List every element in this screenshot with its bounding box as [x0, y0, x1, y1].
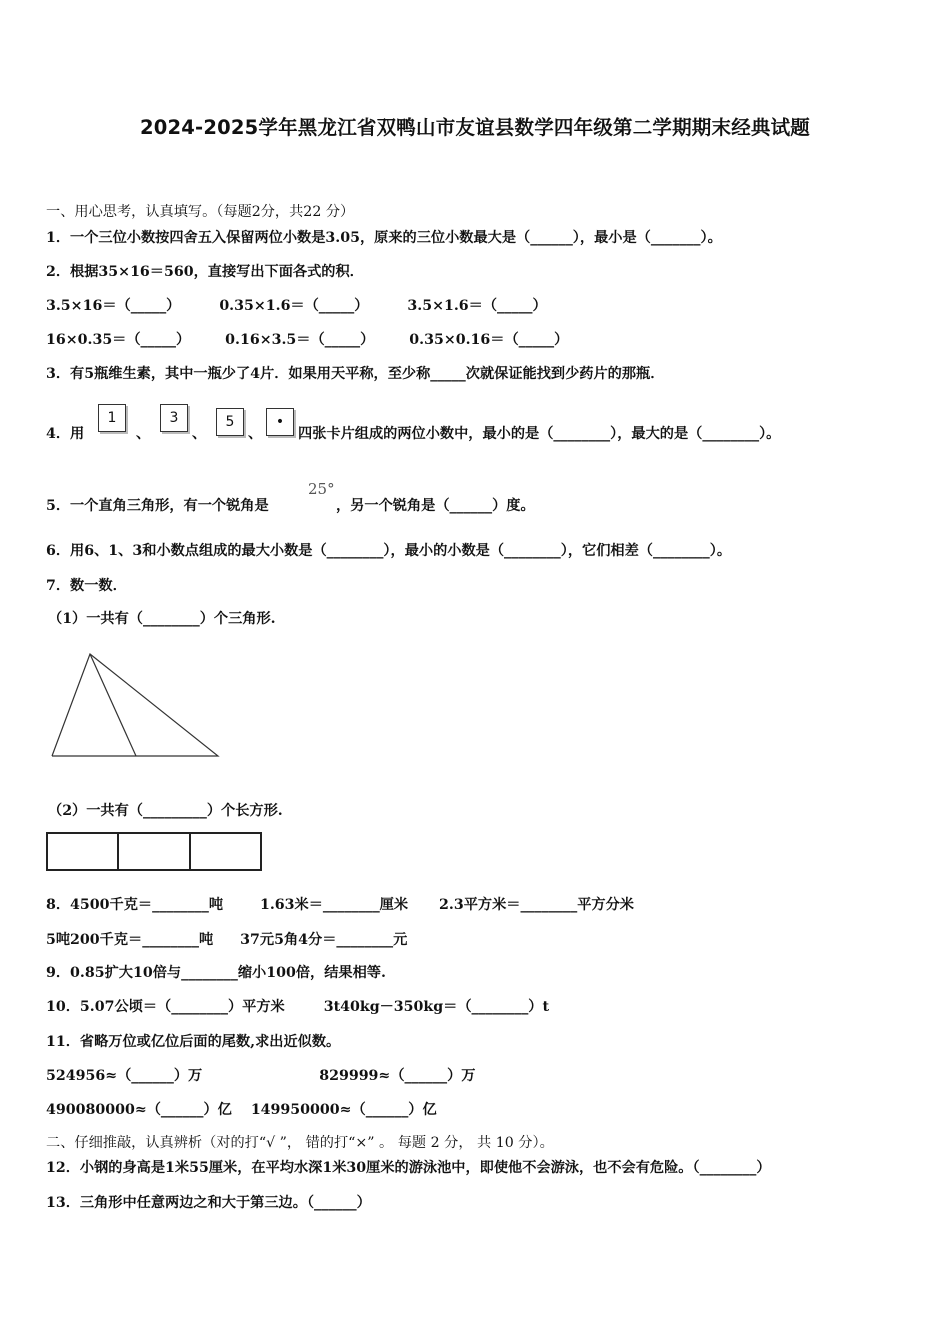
q8-item: 1.63米＝________厘米 — [260, 897, 409, 913]
q8-item: 5吨200千克＝________吨 — [46, 932, 214, 948]
question-6: 6．用6、1、3和小数点组成的最大小数是（________），最小的小数是（________），它们相差（________）。 — [46, 543, 732, 559]
q2-item: 16×0.35＝（_____） — [46, 332, 191, 348]
question-13: 13．三角形中任意两边之和大于第三边。（______） — [46, 1195, 371, 1211]
q2-item: 3.5×16＝（_____） — [46, 298, 181, 314]
section1-heading: 一、用心思考，认真填写。（每题2分，共22 分） — [46, 204, 355, 220]
card-separator: 、 — [248, 426, 263, 442]
rectangle-cell — [191, 834, 260, 869]
q11-item: 149950000≈（______）亿 — [250, 1102, 437, 1118]
question-2: 2．根据35×16＝560，直接写出下面各式的积． — [46, 264, 364, 280]
q10-item: 3t40kg－350kg＝（________）t — [323, 999, 550, 1015]
question-3: 3．有5瓶维生素，其中一瓶少了4片．如果用天平称，至少称_____次就保证能找到少药片的那瓶． — [46, 366, 665, 382]
question-11: 11．省略万位或亿位后面的尾数,求出近似数。 — [46, 1034, 341, 1050]
triangle-outline — [52, 654, 218, 756]
question-5-suffix: ，另一个锐角是（______）度。 — [336, 498, 535, 514]
question-2-row-1 — [46, 296, 547, 316]
card-separator: 、 — [192, 426, 207, 442]
question-4-suffix: 四张卡片组成的两位小数中，最小的是（________），最大的是（________）。 — [298, 426, 781, 442]
q11-item: 490080000≈（______）亿 — [46, 1102, 232, 1118]
question-10 — [46, 997, 549, 1017]
q8-item: 8．4500千克＝________吨 — [46, 897, 224, 913]
question-9: 9．0.85扩大10倍与________缩小100倍，结果相等. — [46, 965, 386, 981]
question-11-row-1 — [46, 1066, 475, 1086]
q11-item: 829999≈（______）万 — [319, 1068, 476, 1084]
q11-item: 524956≈（______）万 — [46, 1068, 203, 1084]
rectangle-cell — [119, 834, 190, 869]
q2-item: 0.35×0.16＝（_____） — [409, 332, 569, 348]
q2-item: 3.5×1.6＝（_____） — [407, 298, 547, 314]
q8-item: 37元5角4分＝________元 — [240, 932, 408, 948]
decimal-point-card: • — [266, 408, 294, 436]
question-2-row-2 — [46, 330, 568, 350]
question-5-prefix: 5．一个直角三角形，有一个锐角是 — [46, 498, 269, 514]
question-7-part-2: （2）一共有（_________）个长方形. — [48, 803, 283, 819]
digit-card-3: 3 — [160, 404, 188, 432]
triangle-divider — [90, 654, 136, 756]
q2-item: 0.35×1.6＝（_____） — [219, 298, 369, 314]
q10-item: 10．5.07公顷＝（________）平方米 — [46, 999, 285, 1015]
q8-item: 2.3平方米＝________平方分米 — [439, 897, 634, 913]
card-separator: 、 — [136, 426, 151, 442]
rectangle-figure — [46, 832, 262, 871]
question-1: 1．一个三位小数按四舍五入保留两位小数是3.05，原来的三位小数最大是（______），最小是（_______）。 — [46, 230, 722, 246]
question-8-row-1 — [46, 895, 634, 915]
question-11-row-2 — [46, 1100, 437, 1120]
question-7-part-1: （1）一共有（________）个三角形. — [48, 611, 276, 627]
digit-card-5: 5 — [216, 408, 244, 436]
section2-heading: 二、仔细推敲，认真辨析（对的打“√ ”， 错的打“×” 。 每题 2 分， 共 10 分）。 — [46, 1135, 554, 1151]
question-12: 12．小钢的身高是1米55厘米，在平均水深1米30厘米的游泳池中，即使他不会游泳，也不会有危险。（________） — [46, 1160, 771, 1176]
angle-label: 25° — [308, 480, 335, 498]
question-8-row-2 — [46, 930, 407, 950]
page-title: 2024-2025学年黑龙江省双鸭山市友谊县数学四年级第二学期期末经典试题 — [139, 116, 811, 139]
q2-item: 0.16×3.5＝（_____） — [225, 332, 375, 348]
question-7: 7．数一数． — [46, 578, 127, 594]
rectangle-cell — [48, 834, 119, 869]
digit-card-1: 1 — [98, 404, 126, 432]
question-4-prefix: 4．用 — [46, 426, 85, 442]
triangle-figure — [44, 648, 228, 762]
